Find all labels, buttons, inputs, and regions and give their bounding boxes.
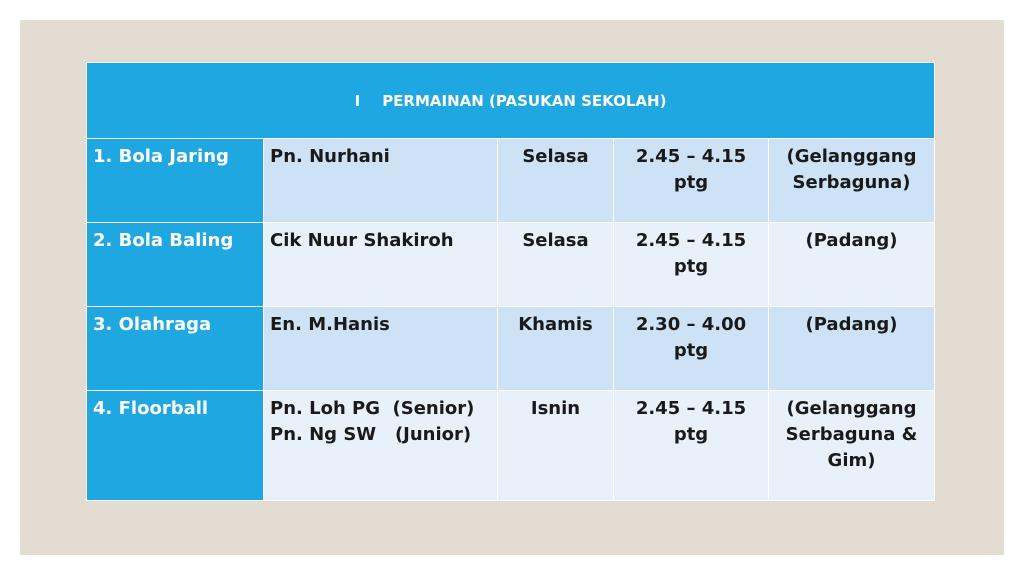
title-text: PERMAINAN (PASUKAN SEKOLAH) bbox=[382, 91, 667, 110]
day-cell: Selasa bbox=[498, 223, 614, 307]
schedule-table bbox=[86, 62, 935, 501]
venue-cell: (Padang) bbox=[769, 223, 935, 307]
activity-cell: 2. Bola Baling bbox=[87, 223, 264, 307]
activity-cell: 3. Olahraga bbox=[87, 307, 264, 391]
table-title bbox=[87, 63, 935, 139]
schedule-table-container bbox=[86, 62, 934, 501]
activity-cell: 1. Bola Jaring bbox=[87, 139, 264, 223]
table-row bbox=[87, 307, 935, 391]
coach-cell bbox=[264, 223, 498, 307]
time-cell: 2.45 – 4.15 ptg bbox=[614, 391, 769, 501]
coach-name-senior: Pn. Loh PG (Senior) bbox=[270, 398, 475, 419]
day-cell: Khamis bbox=[498, 307, 614, 391]
activity-cell: 4. Floorball bbox=[87, 391, 264, 501]
coach-name: En. M.Hanis bbox=[270, 314, 390, 335]
coach-cell bbox=[264, 391, 498, 501]
day-cell: Selasa bbox=[498, 139, 614, 223]
table-title-row bbox=[87, 63, 935, 139]
venue-cell: (Gelanggang Serbaguna) bbox=[769, 139, 935, 223]
table-row bbox=[87, 391, 935, 501]
coach-name: Cik Nuur Shakiroh bbox=[270, 230, 454, 251]
coach-cell bbox=[264, 307, 498, 391]
venue-cell: (Gelanggang Serbaguna & Gim) bbox=[769, 391, 935, 501]
table-row bbox=[87, 139, 935, 223]
venue-cell: (Padang) bbox=[769, 307, 935, 391]
coach-name: Pn. Nurhani bbox=[270, 146, 390, 167]
time-cell: 2.45 – 4.15 ptg bbox=[614, 139, 769, 223]
time-cell: 2.45 – 4.15 ptg bbox=[614, 223, 769, 307]
day-cell: Isnin bbox=[498, 391, 614, 501]
title-number: I bbox=[354, 91, 361, 110]
time-cell: 2.30 – 4.00 ptg bbox=[614, 307, 769, 391]
coach-name-junior: Pn. Ng SW (Junior) bbox=[270, 424, 472, 445]
table-row bbox=[87, 223, 935, 307]
coach-cell bbox=[264, 139, 498, 223]
